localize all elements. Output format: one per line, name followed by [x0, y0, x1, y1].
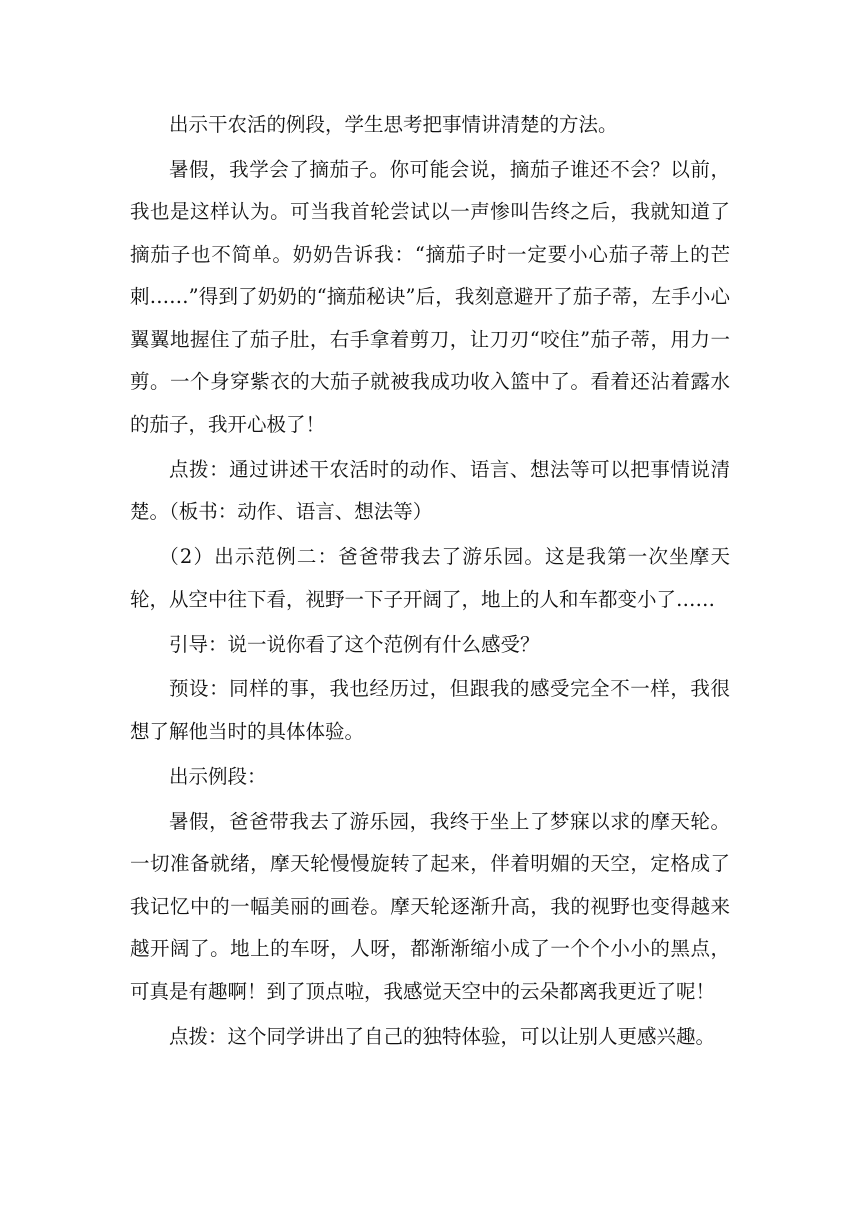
paragraph-eggplant-example: 暑假，我学会了摘茄子。你可能会说，摘茄子谁还不会？以前，我也是这样认为。可当我首轮尝试以一声惨叫告终之后，我就知道了摘茄子也不简单。奶奶告诉我：“摘茄子时一定要小心茄子蒂上的芒刺……”得到了奶奶的“摘茄秘诀”后，我刻意避开了茄子蒂，左手小心翼翼地握住了茄子肚，右手拿着剪刀，让刀刃“咬住”茄子蒂，用力一剪。一个身穿紫衣的大茄子就被我成功收入篮中了。看着还沾着露水的茄子，我开心极了！ [130, 157, 730, 436]
paragraph-guide: 引导：说一说你看了这个范例有什么感受？ [169, 632, 540, 656]
paragraph-example-two: （2）出示范例二：爸爸带我去了游乐园。这是我第一次坐摩天轮，从空中往下看，视野一下子开阔了，地上的人和车都变小了…… [130, 545, 730, 611]
paragraph-show-example: 出示例段： [169, 764, 267, 788]
paragraph-example-intro: 出示干农活的例段，学生思考把事情讲清楚的方法。 [169, 113, 618, 136]
paragraph-tip-2: 点拨：这个同学讲出了自己的独特体验，可以让别人更感兴趣。 [169, 1024, 716, 1048]
paragraph-tip-1: 点拨：通过讲述干农活时的动作、语言、想法等可以把事情说清楚。（板书：动作、语言、想法等） [130, 457, 730, 524]
paragraph-preset: 预设：同样的事，我也经历过，但跟我的感受完全不一样，我很想了解他当时的具体体验。 [130, 677, 730, 743]
paragraph-ferris-wheel-example: 暑假，爸爸带我去了游乐园，我终于坐上了梦寐以求的摩天轮。一切准备就绪，摩天轮慢慢旋转了起来，伴着明媚的天空，定格成了我记忆中的一幅美丽的画卷。摩天轮逐渐升高，我的视野也变得越来越开阔了。地上的车呀，人呀，都渐渐缩小成了一个个小小的黑点，可真是有趣啊！到了顶点啦，我感觉天空中的云朵都离我更近了呢！ [130, 809, 730, 1003]
document-page [130, 104, 730, 1061]
